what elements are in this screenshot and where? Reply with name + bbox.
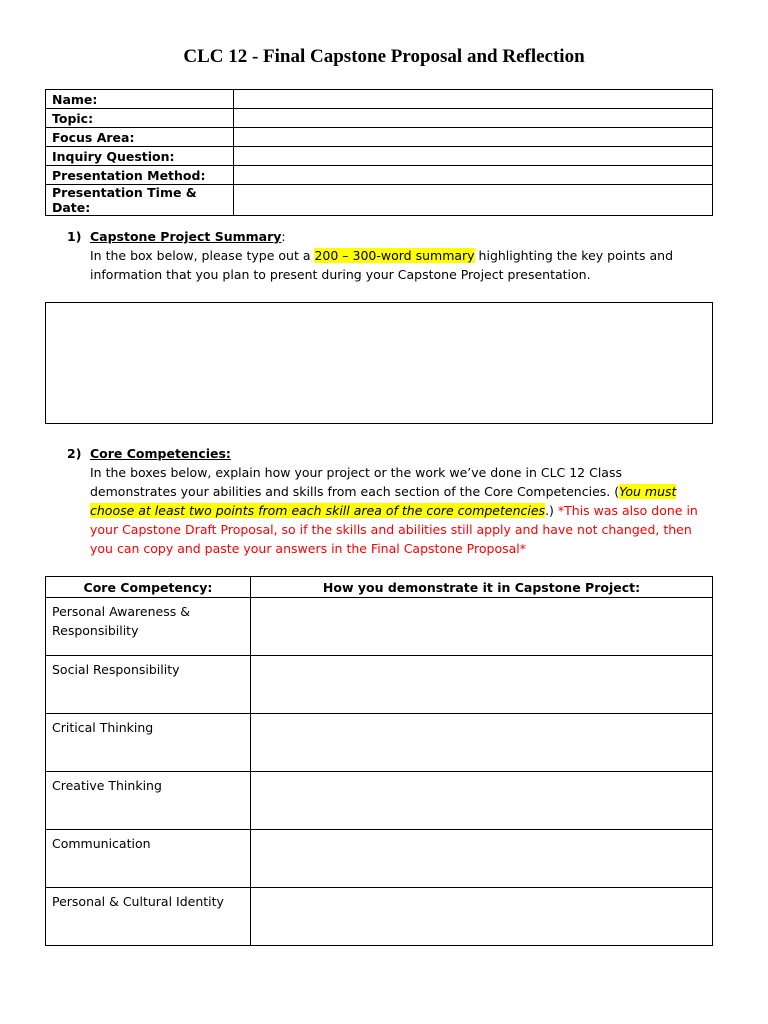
- competency-name: Critical Thinking: [46, 714, 251, 772]
- competency-name: Creative Thinking: [46, 772, 251, 830]
- competency-name: Communication: [46, 830, 251, 888]
- info-value-field[interactable]: [234, 128, 713, 147]
- competency-answer-field[interactable]: [251, 656, 713, 714]
- table-row: [46, 714, 713, 772]
- info-label: Inquiry Question:: [46, 147, 234, 166]
- info-row-name: [46, 90, 713, 109]
- competency-answer-field[interactable]: [251, 888, 713, 946]
- section-number: 2): [67, 446, 82, 461]
- competency-answer-field[interactable]: [251, 598, 713, 656]
- section-instructions: In the boxes below, explain how your project or the work we’ve done in CLC 12 Class demonstrates your abilities and skills from each section of the Core Competencies. (You must choose at least two points from each skill area of the core competencies.) *This was also done in your Capstone Draft Proposal, so if the skills and abilities still apply and have not changed, then you can copy and paste your answers in the Final Capstone Proposal*: [90, 465, 698, 556]
- column-header: Core Competency:: [46, 577, 251, 598]
- competency-answer-field[interactable]: [251, 714, 713, 772]
- table-row: [46, 656, 713, 714]
- table-row: [46, 598, 713, 656]
- competency-name: Personal & Cultural Identity: [46, 888, 251, 946]
- section-heading: Core Competencies:: [90, 446, 231, 461]
- table-row: [46, 830, 713, 888]
- info-value-field[interactable]: [234, 109, 713, 128]
- table-row: [46, 888, 713, 946]
- table-header-row: [46, 577, 713, 598]
- info-value-field[interactable]: [234, 147, 713, 166]
- competency-answer-field[interactable]: [251, 772, 713, 830]
- column-header: How you demonstrate it in Capstone Project:: [251, 577, 713, 598]
- info-label: Name:: [46, 90, 234, 109]
- info-row-presentation-method: [46, 166, 713, 185]
- document-title: CLC 12 - Final Capstone Proposal and Reflection: [183, 46, 585, 67]
- table-row: [46, 772, 713, 830]
- red-note: *This was also done in your Capstone Draft Proposal, so if the skills and abilities still apply and have not changed, then you can copy and paste your answers in the Final Capstone Proposal*: [90, 503, 698, 556]
- highlighted-word-count: 200 – 300-word summary: [314, 248, 475, 263]
- info-label: Presentation Time & Date:: [46, 185, 234, 216]
- highlighted-requirement: You must choose at least two points from each skill area of the core competencies: [90, 484, 677, 518]
- info-row-presentation-time: [46, 185, 713, 216]
- info-row-inquiry-question: [46, 147, 713, 166]
- info-row-topic: [46, 109, 713, 128]
- info-value-field[interactable]: [234, 166, 713, 185]
- section-instructions: In the box below, please type out a 200 – 300-word summary highlighting the key points and information that you plan to present during your Capstone Project presentation.: [90, 248, 674, 282]
- section-heading: Capstone Project Summary: [90, 229, 282, 244]
- info-row-focus-area: [46, 128, 713, 147]
- section-capstone-summary: [67, 227, 707, 284]
- heading-colon: :: [281, 229, 286, 244]
- info-label: Focus Area:: [46, 128, 234, 147]
- section-core-competencies: [67, 444, 707, 558]
- info-label: Topic:: [46, 109, 234, 128]
- info-value-field[interactable]: [234, 90, 713, 109]
- core-competency-table: [45, 576, 713, 946]
- section-number: 1): [67, 229, 82, 244]
- competency-answer-field[interactable]: [251, 830, 713, 888]
- student-info-table: [45, 89, 713, 216]
- info-label: Presentation Method:: [46, 166, 234, 185]
- summary-text-box[interactable]: [45, 302, 713, 424]
- competency-name: Personal Awareness & Responsibility: [46, 598, 251, 656]
- competency-name: Social Responsibility: [46, 656, 251, 714]
- info-value-field[interactable]: [234, 185, 713, 216]
